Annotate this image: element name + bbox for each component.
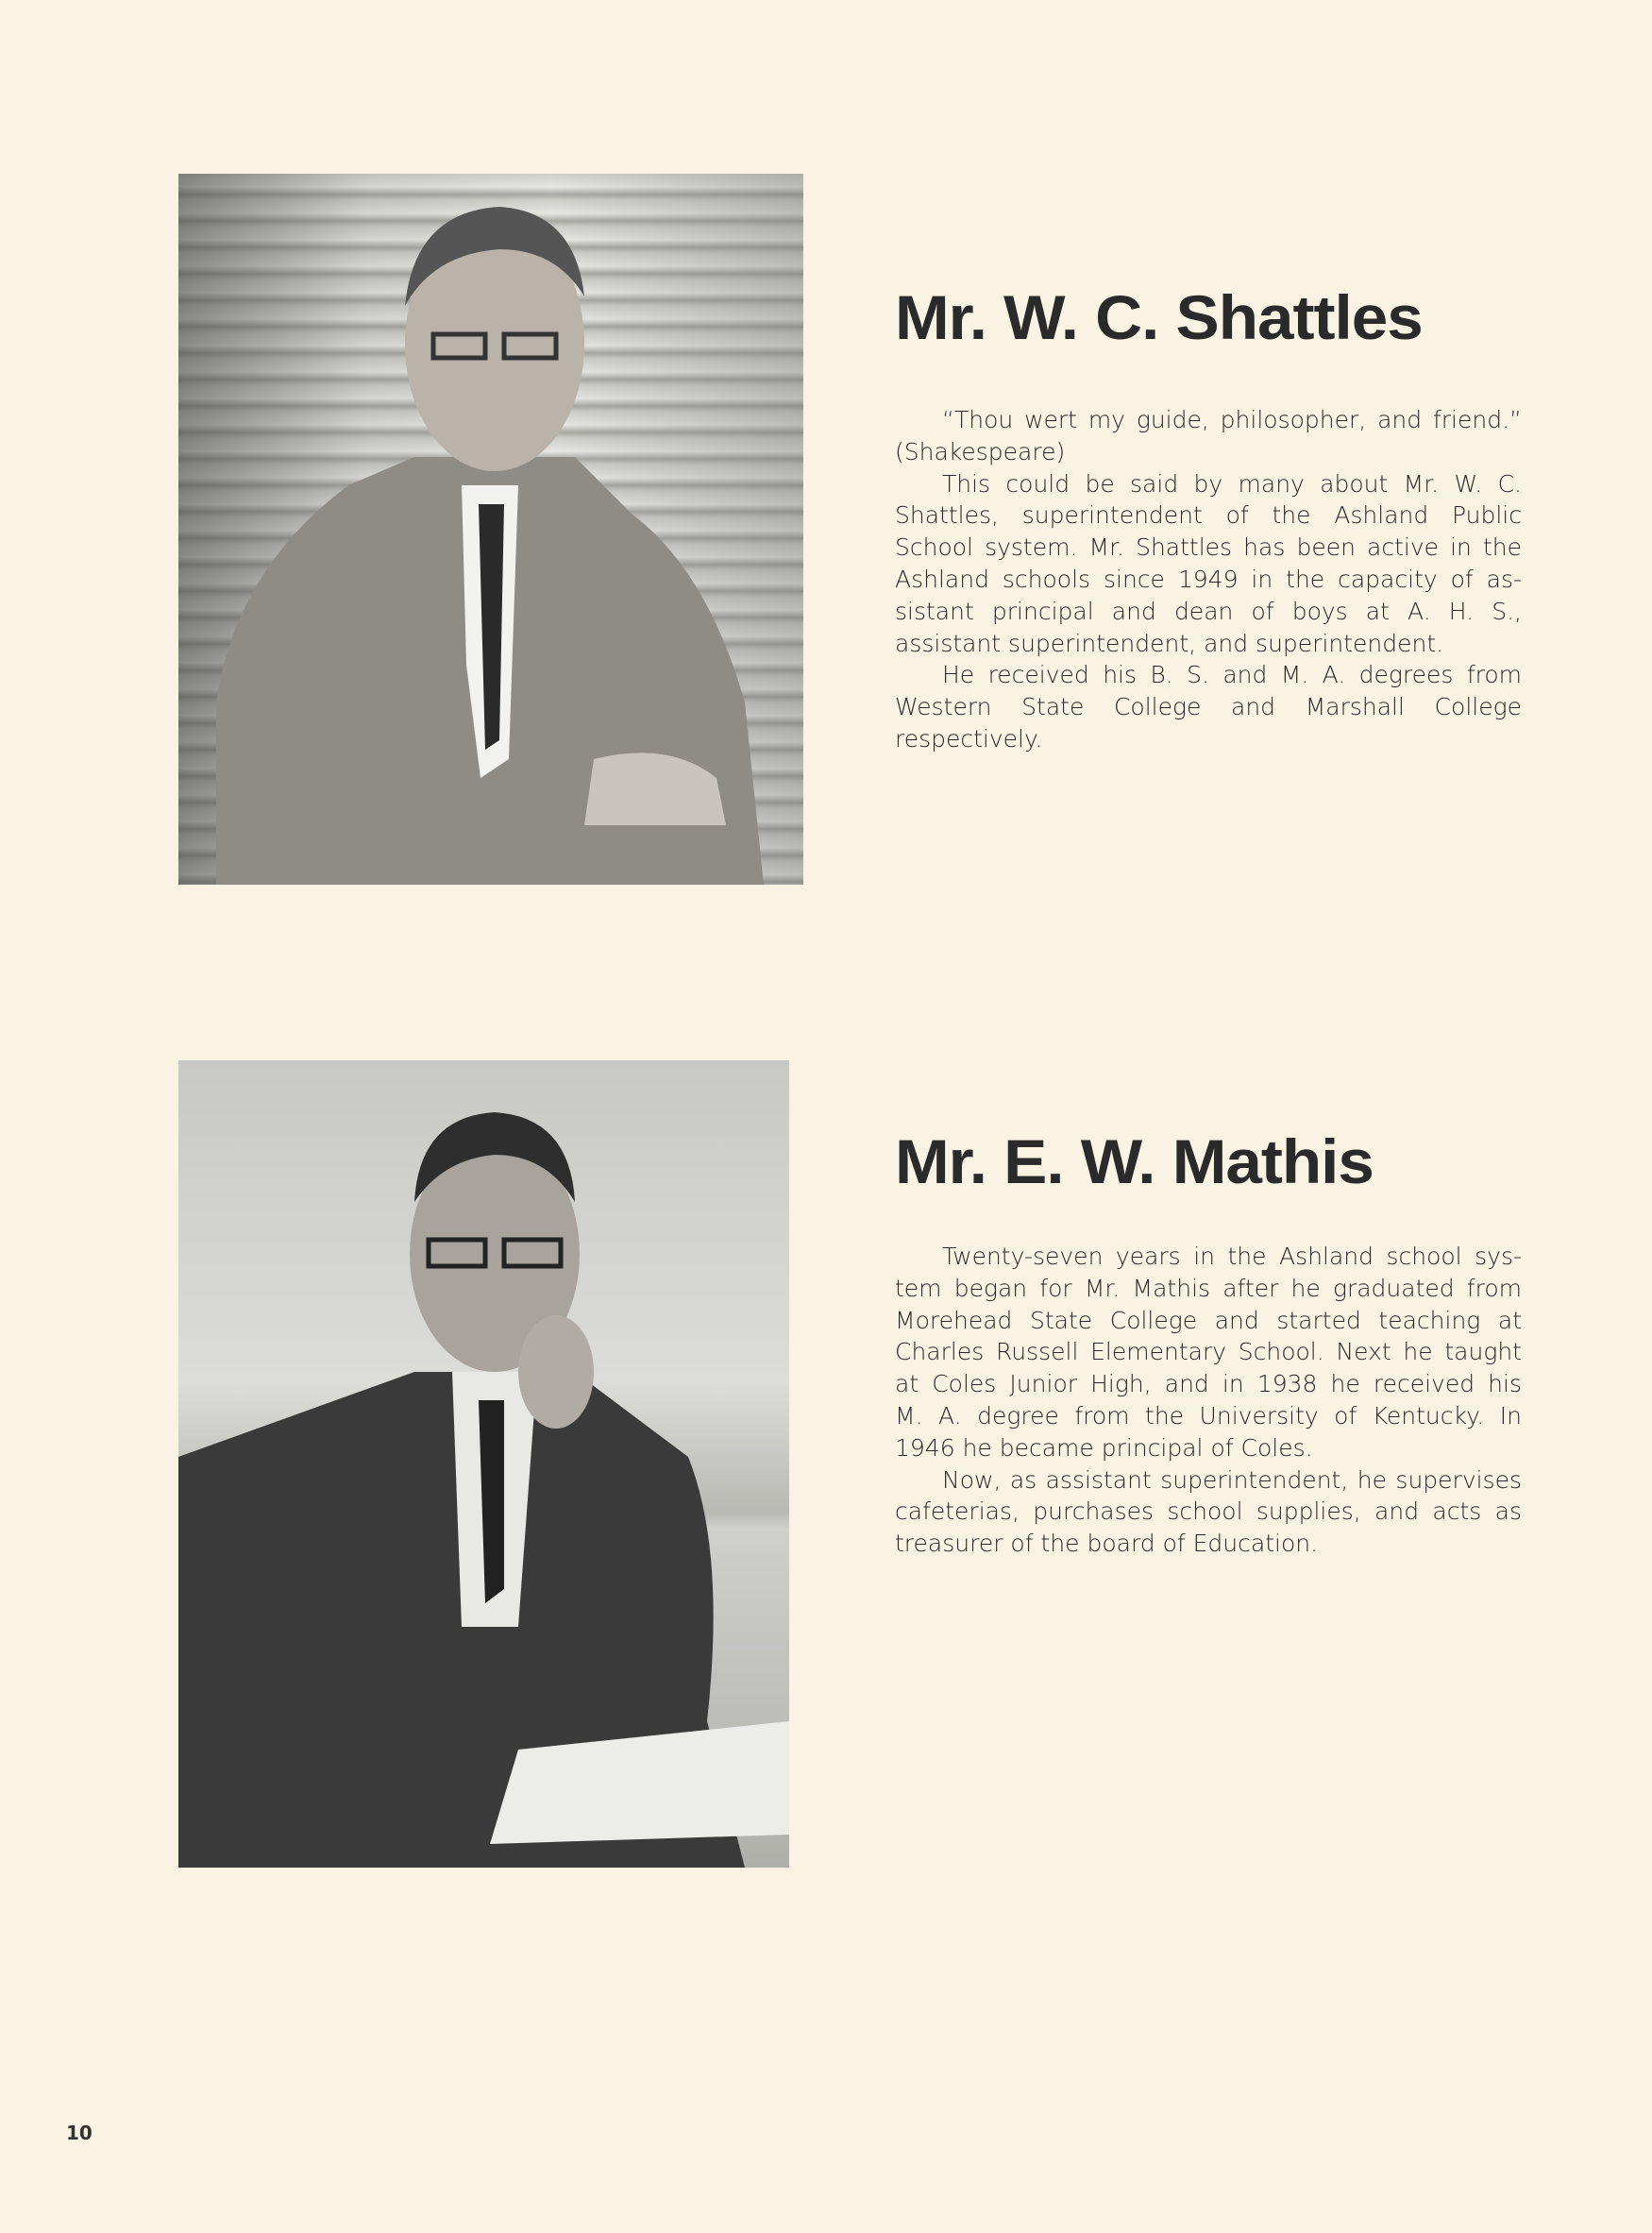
profile-name-mathis: Mr. E. W. Mathis [895,1126,1374,1196]
profile-bio-shattles [895,404,1522,755]
bio-line: sistant principal and dean of boys at A. H. S., [895,597,1522,625]
bio-line: Shattles, superintendent of the Ashland Public [895,501,1522,530]
portrait-photo-shattles [178,174,803,885]
bio-line: 1946 he became principal of Coles. [895,1433,1313,1462]
bio-line: assistant superintendent, and superintendent. [895,629,1444,657]
bio-line: He received his B. S. and M. A. degrees from [942,661,1522,689]
bio-line: School system. Mr. Shattles has been active in the [895,533,1522,562]
bio-line: This could be said by many about Mr. W. C. [942,469,1522,498]
profile-bio-mathis [895,1241,1522,1560]
bio-line: tem began for Mr. Mathis after he graduated from [895,1274,1522,1302]
bio-line: cafeterias, purchases school supplies, and acts as [895,1497,1522,1526]
profile-name-shattles: Mr. W. C. Shattles [895,282,1423,352]
portrait-photo-mathis [178,1060,789,1868]
bio-line: treasurer of the board of Education. [895,1530,1319,1558]
bio-line: Twenty-seven years in the Ashland school sys- [942,1243,1522,1270]
portrait-figure-shattles [178,174,803,885]
page-number: 10 [66,2122,93,2144]
bio-line: Ashland schools since 1949 in the capacity of as- [895,565,1522,593]
bio-line: Morehead State College and started teaching at [895,1306,1522,1334]
bio-line: Western State College and Marshall College [895,693,1522,721]
bio-line: Charles Russell Elementary School. Next he taught [895,1338,1522,1366]
bio-line: at Coles Junior High, and in 1938 he received his [895,1370,1522,1398]
bio-line: (Shakespeare) [895,437,1066,465]
portrait-figure-mathis [178,1060,789,1868]
bio-line: Now, as assistant superintendent, he supervises [942,1465,1522,1494]
bio-line: respectively. [895,724,1043,753]
bio-line: “Thou wert my guide, philosopher, and friend.” [942,406,1522,433]
bio-line: M. A. degree from the University of Kentucky. In [895,1401,1522,1429]
